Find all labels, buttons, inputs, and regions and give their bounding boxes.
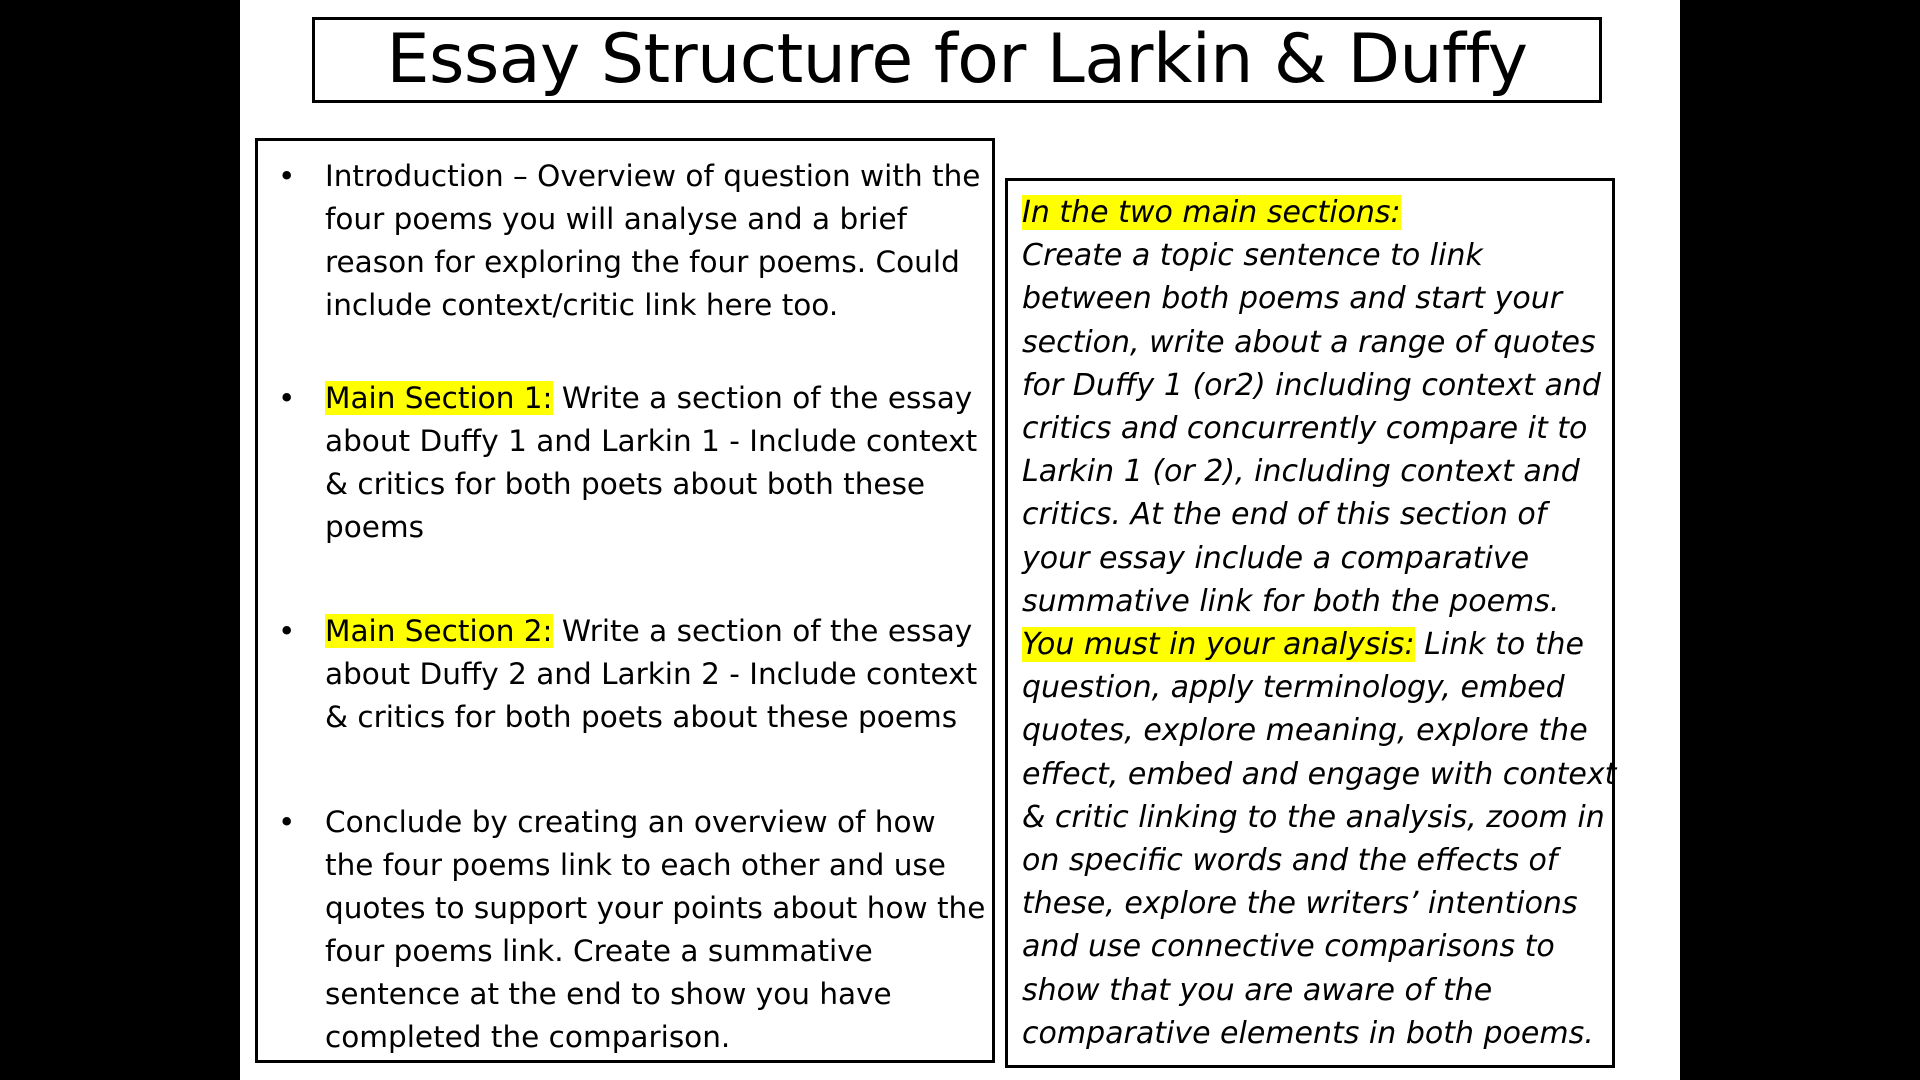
highlighted-label: Main Section 1: [325,381,553,415]
bullet-body: Introduction – Overview of question with the four poems you will analyse and a brief reason for exploring the four poems. Could include context/critic link here too. [325,159,981,322]
guidance-heading: In the two main sections: [1022,195,1401,230]
structure-list-box [255,138,995,1063]
analysis-label: You must in your analysis: [1022,627,1415,663]
highlighted-label: Main Section 2: [325,614,553,648]
bullet-marker: • [278,805,296,839]
slide [240,0,1680,1080]
bullet-text [325,801,990,1059]
analysis-text: Link to the question, apply terminology, embed quotes, explore meaning, explore the effect, embed and engage with context & critic linking to the analysis, zoom in on specific words and the effects of these, explore the writers’ intentions and use connective comparisons to show that you are aware of the comparative elements in both poems. [1022,627,1617,1051]
bullet-marker: • [278,159,296,193]
bullet-marker: • [278,614,296,648]
bullet-text [325,610,990,739]
bullet-marker: • [278,381,296,415]
bullet-body: Conclude by creating an overview of how the four poems link to each other and use quotes to support your points about how the four poems link. Create a summative sentence at the end to show you have completed the comparison. [325,805,986,1054]
guidance-paragraph: Create a topic sentence to link between both poems and start your section, write about a range of quotes for Duffy 1 (or2) including context and critics and concurrently compare it to Larkin 1 (or 2), including context and critics. At the end of this section of your essay include a comparative summative link for both the poems. [1022,238,1601,619]
bullet-text [325,377,990,549]
title-box [312,17,1602,103]
slide-title: Essay Structure for Larkin & Duffy [386,20,1528,99]
bullet-body: Write a section of the essay about Duffy 1 and Larkin 1 - Include context & critics for both poets about both these poems [325,381,978,544]
guidance-box [1005,178,1615,1068]
bullet-text [325,155,990,327]
bullet-body: Write a section of the essay about Duffy 2 and Larkin 2 - Include context & critics for both poets about these poems [325,614,978,734]
guidance-text [1022,191,1617,1055]
